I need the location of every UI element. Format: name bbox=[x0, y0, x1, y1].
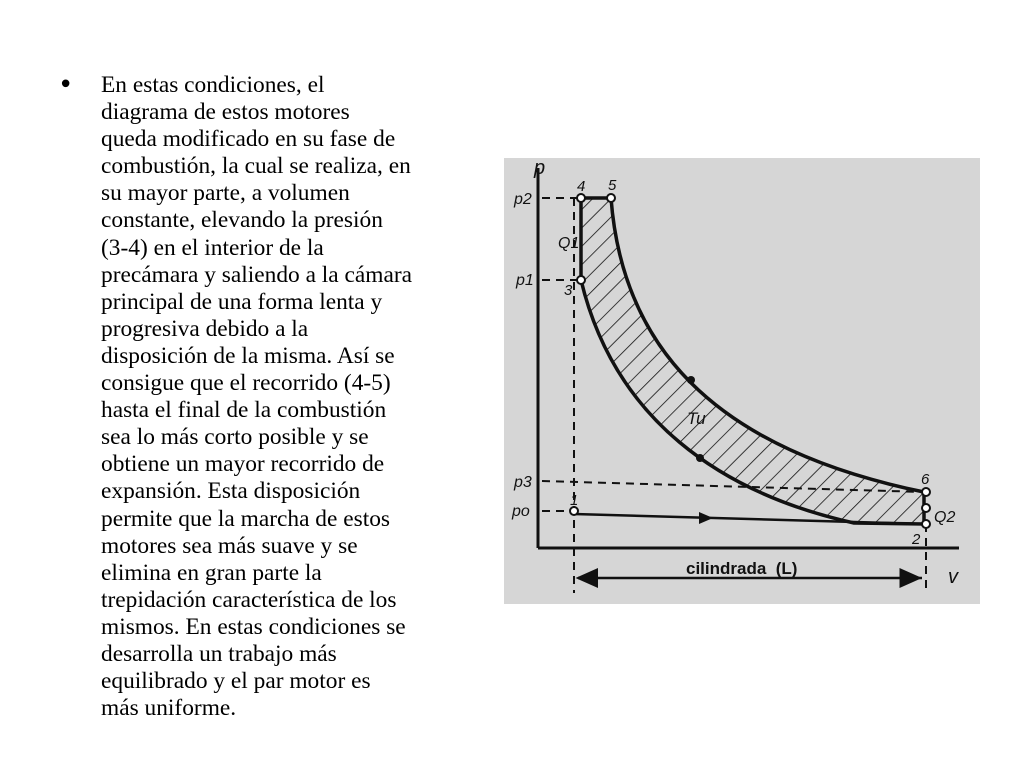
axis-x-label: v bbox=[948, 566, 958, 588]
q2-point bbox=[922, 504, 930, 512]
point-2-label: 2 bbox=[912, 531, 921, 548]
point-2 bbox=[922, 520, 930, 528]
point-1-label: 1 bbox=[570, 492, 579, 509]
work-area bbox=[581, 198, 924, 524]
bullet-marker: • bbox=[58, 70, 74, 100]
point-6 bbox=[922, 488, 930, 496]
point-3 bbox=[577, 276, 585, 284]
point-5-label: 5 bbox=[608, 177, 617, 194]
point-6-label: 6 bbox=[921, 471, 930, 488]
intake-arrow bbox=[699, 512, 713, 524]
point-5 bbox=[607, 194, 615, 202]
p2-label: p2 bbox=[514, 191, 532, 208]
curve-marker-2 bbox=[696, 454, 704, 462]
axis-y-label: p bbox=[534, 158, 546, 179]
pv-diagram-svg bbox=[504, 158, 980, 604]
p0-label: po bbox=[512, 503, 530, 520]
pv-diagram bbox=[504, 158, 980, 604]
body-paragraph: En estas condiciones, el diagrama de estos motores queda modificado en su fase de combustión, la cual se realiza, en su mayor parte, a volumen constante, elevando la presión (3-4) en el interior de la precámara y saliendo a la cámara principal de una forma lenta y progresiva debido a la disposición de la misma. Así se consigue que el recorrido (4-5) hasta el final de la combustión sea lo más corto posible y se obtiene un mayor recorrido de expansión. Esta disposición permite que la marcha de estos motores sea más suave y se elimina en gran parte la trepidación característica de los mismos. En estas condiciones se desarrolla un trabajo más equilibrado y el par motor es más uniforme. bbox=[101, 72, 413, 722]
q1-label: Q1 bbox=[558, 235, 580, 252]
curve-marker-1 bbox=[687, 376, 695, 384]
point-4-label: 4 bbox=[577, 178, 586, 195]
point-3-label: 3 bbox=[564, 282, 573, 299]
point-4 bbox=[577, 194, 585, 202]
q2-label: Q2 bbox=[934, 509, 956, 526]
cylinder-label: cilindrada (L) bbox=[686, 559, 798, 578]
work-label: Tu bbox=[687, 409, 706, 428]
p1-label: p1 bbox=[516, 272, 534, 289]
p3-label: p3 bbox=[514, 474, 532, 491]
